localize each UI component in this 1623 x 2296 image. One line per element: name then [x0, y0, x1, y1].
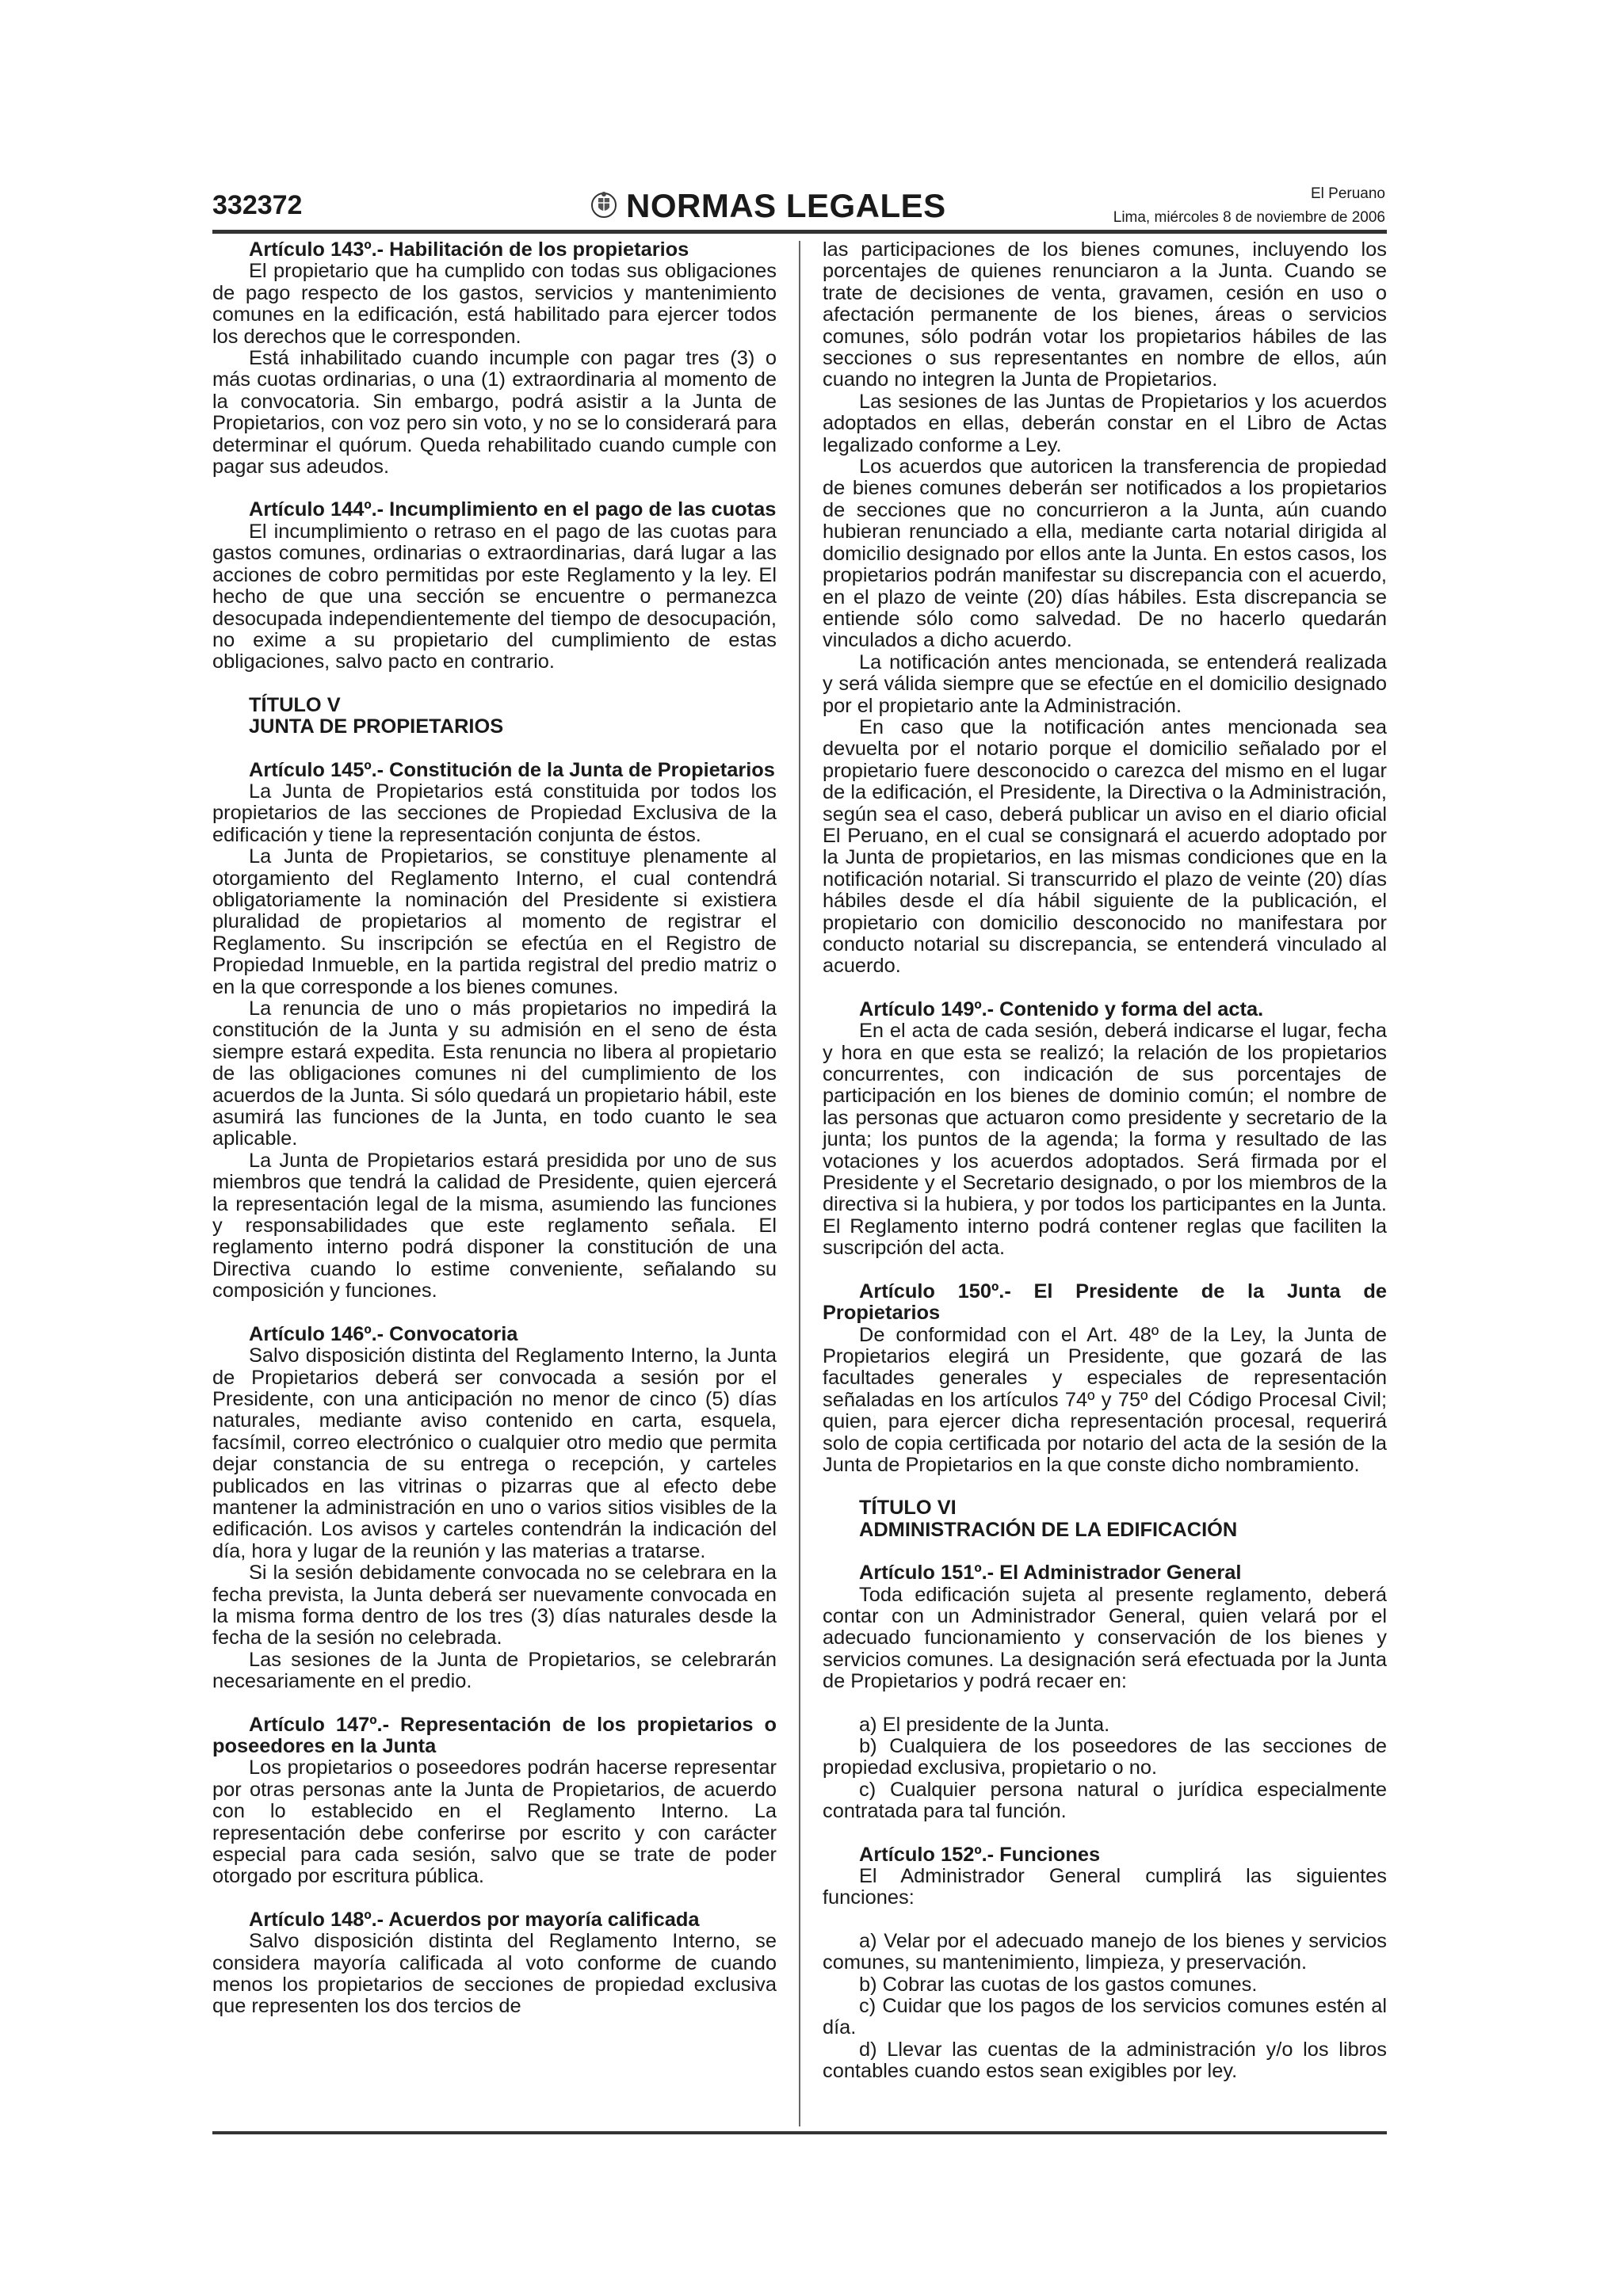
left-column	[212, 239, 777, 2018]
paragraph: Si la sesión debidamente convocada no se celebrara en la fecha prevista, la Junta deberá ser nuevamente convocada en la misma forma dentro de los tres (3) días naturales desde la fecha de la sesión no celebrada.	[212, 1562, 777, 1650]
list-item: b) Cualquiera de los poseedores de las secciones de propiedad exclusiva, propietario o no.	[823, 1735, 1387, 1779]
article-148-heading: Artículo 148º.- Acuerdos por mayoría calificada	[249, 1908, 700, 1931]
article-145-heading: Artículo 145º.- Constitución de la Junta de Propietarios	[249, 758, 775, 781]
paragraph: Salvo disposición distinta del Reglamento Interno, la Junta de Propietarios deberá ser convocada a sesión por el Presidente, con una anticipación no menor de cinco (5) días naturales, mediante aviso contenido en carta, esquela, facsímil, correo electrónico o cualquier otro medio que permita dejar constancia de su entrega o recepción, y carteles publicados en las vitrinas o pizarras que al efecto debe mantener la administración en uno o varios sitios visibles de la edificación. Los avisos y carteles contendrán la indicación del día, hora y lugar de la reunión y las materias a tratarse.	[212, 1344, 777, 1562]
right-column	[823, 239, 1387, 2083]
article-147-heading: Artículo 147º.- Representación de los propietarios o poseedores en la Junta	[212, 1713, 777, 1757]
paragraph: La Junta de Propietarios está constituida por todos los propietarios de las secciones de Propiedad Exclusiva de la edificación y tiene la representación conjunta de éstos.	[212, 780, 777, 846]
title-v-heading	[212, 695, 777, 738]
paragraph-continued: las participaciones de los bienes comunes, incluyendo los porcentajes de quienes renunciaron a la Junta. Cuando se trate de decisiones de venta, gravamen, cesión en uso o afectación permanente de los bienes, áreas o servicios comunes, sólo podrán votar los propietarios hábiles de las secciones o sus representantes en nombre de ellos, aún cuando no integren la Junta de Propietarios.	[823, 238, 1387, 391]
list-item: c) Cualquier persona natural o jurídica especialmente contratada para tal función.	[823, 1778, 1387, 1823]
list-item: c) Cuidar que los pagos de los servicios comunes estén al día.	[823, 1995, 1387, 2039]
paragraph: Está inhabilitado cuando incumple con pagar tres (3) o más cuotas ordinarias, o una (1) extraordinaria al momento de la convocatoria. Sin embargo, podrá asistir a la Junta de Propietarios, con voz pero sin voto, y no se lo considerará para determinar el quórum. Queda rehabilitado cuando cumple con pagar sus adeudos.	[212, 347, 777, 479]
title-v-name: JUNTA DE PROPIETARIOS	[249, 715, 504, 738]
publication-name: El Peruano	[1310, 185, 1385, 202]
header-rule	[212, 230, 1387, 234]
paragraph: El propietario que ha cumplido con todas sus obligaciones de pago respecto de los gastos, servicios y mantenimiento comunes en la edificación, está habilitado para ejercer todos los derechos que le corresponden.	[212, 260, 777, 348]
paragraph: Salvo disposición distinta del Reglamento Interno, se considera mayoría calificada al voto conforme de cuando menos los propietarios de secciones de propiedad exclusiva que representen los dos tercios de	[212, 1930, 777, 2018]
paragraph: El Administrador General cumplirá las siguientes funciones:	[823, 1865, 1387, 1909]
article-146-heading: Artículo 146º.- Convocatoria	[249, 1322, 518, 1345]
paragraph: Las sesiones de las Juntas de Propietarios y los acuerdos adoptados en ellas, deberán constar en el Libro de Actas legalizado conforme a Ley.	[823, 390, 1387, 456]
title-vi-name: ADMINISTRACIÓN DE LA EDIFICACIÓN	[859, 1518, 1238, 1541]
paragraph: En caso que la notificación antes mencionada sea devuelta por el notario porque el domicilio señalado por el propietario fuere desconocido o carezca del mismo en el lugar de la edificación, el Presidente, la Directiva o la Administración, según sea el caso, deberá publicar un aviso en el diario oficial El Peruano, en el cual se consignará el acuerdo adoptado por la Junta de propietarios, en las mismas condiciones que en la notificación notarial. Si transcurrido el plazo de veinte (20) días hábiles desde el día hábil siguiente de la publicación, el propietario con domicilio desconocido no manifestara por conducto notarial su discrepancia, se entenderá vinculado al acuerdo.	[823, 715, 1387, 978]
list-item: d) Llevar las cuentas de la administración y/o los libros contables cuando estos sean exigibles por ley.	[823, 2038, 1387, 2083]
footer-rule	[212, 2131, 1387, 2134]
list-item: b) Cobrar las cuotas de los gastos comunes.	[859, 1973, 1258, 1996]
article-149-heading: Artículo 149º.- Contenido y forma del acta.	[859, 997, 1264, 1020]
paragraph: Los acuerdos que autoricen la transferencia de propiedad de bienes comunes deberán ser notificados a los propietarios de secciones que no concurrieron a la Junta, aún cuando hubieran renunciado a ella, mediante carta notarial dirigida al domicilio designado por ellos ante la Junta. En estos casos, los propietarios podrán manifestar su discrepancia con el acuerdo, en el plazo de veinte (20) días hábiles. Esta discrepancia se entiende sólo como salvedad. De no hacerlo quedarán vinculados a dicho acuerdo.	[823, 456, 1387, 652]
article-150-heading: Artículo 150º.- El Presidente de la Junta de Propietarios	[823, 1280, 1387, 1325]
list-item: a) El presidente de la Junta.	[859, 1713, 1110, 1736]
publication-section-title: NORMAS LEGALES	[626, 187, 946, 224]
article-143-heading: Artículo 143º.- Habilitación de los propietarios	[249, 238, 689, 261]
paragraph: En el acta de cada sesión, deberá indicarse el lugar, fecha y hora en que esta se realizó; la relación de los propietarios concurrentes, con indicación de sus porcentajes de participación en los bienes de dominio común; el nombre de las personas que actuaron como presidente y secretario de la junta; los puntos de la agenda; la forma y resultado de las votaciones y los acuerdos adoptados. Será firmada por el Presidente y el Secretario designado, o por los miembros de la directiva si la hubiera, y por todos los participantes en la Junta. El Reglamento interno podrá contener reglas que faciliten la suscripción del acta.	[823, 1020, 1387, 1260]
article-152-heading: Artículo 152º.- Funciones	[859, 1843, 1101, 1866]
paragraph: La renuncia de uno o más propietarios no impedirá la constitución de la Junta y su admisión en el seno de ésta siempre estará expedita. Esta renuncia no libera al propietario de las obligaciones comunes ni del cumplimiento de los acuerdos de la Junta. Si sólo quedará un propietario hábil, este asumirá las funciones de la Junta, en todo cuanto le sea aplicable.	[212, 997, 777, 1150]
coat-of-arms-icon	[590, 190, 617, 219]
article-144-heading: Artículo 144º.- Incumplimiento en el pago de las cuotas	[249, 498, 777, 521]
title-vi-heading	[823, 1497, 1387, 1541]
title-vi-number: TÍTULO VI	[859, 1497, 957, 1520]
title-v-number: TÍTULO V	[249, 693, 341, 716]
paragraph: La Junta de Propietarios, se constituye plenamente al otorgamiento del Reglamento Interno, el cual contendrá obligatoriamente la nominación del Presidente si existiera pluralidad de propietarios al momento de registrar el Reglamento. Su inscripción se efectúa en el Registro de Propiedad Inmueble, en la partida registral del predio matriz o en la que corresponde a los bienes comunes.	[212, 845, 777, 998]
paragraph: La notificación antes mencionada, se entenderá realizada y será válida siempre que se efectúe en el domicilio designado por el propietario ante la Administración.	[823, 650, 1387, 717]
paragraph: La Junta de Propietarios estará presidida por uno de sus miembros que tendrá la calidad de Presidente, quien ejercerá la representación legal de la misma, asumiendo las funciones y responsabilidades que este reglamento señala. El reglamento interno podrá disponer la constitución de una Directiva cuando lo estime conveniente, señalando su composición y funciones.	[212, 1149, 777, 1302]
column-separator	[799, 241, 800, 2126]
paragraph: Toda edificación sujeta al presente reglamento, deberá contar con un Administrador General, quien velará por el adecuado funcionamiento y conservación de los bienes y servicios comunes. La designación será efectuada por la Junta de Propietarios y podrá recaer en:	[823, 1583, 1387, 1693]
article-151-heading: Artículo 151º.- El Administrador General	[859, 1562, 1242, 1585]
publication-date: Lima, miércoles 8 de noviembre de 2006	[1113, 209, 1385, 226]
page-number: 332372	[212, 190, 303, 220]
list-item: a) Velar por el adecuado manejo de los bienes y servicios comunes, su mantenimiento, limpieza, y preservación.	[823, 1929, 1387, 1974]
paragraph: El incumplimiento o retraso en el pago de las cuotas para gastos comunes, ordinarias o extraordinarias, dará lugar a las acciones de cobro permitidas por este Reglamento y la ley. El hecho de que una sección se encuentre o permanezca desocupada independientemente del tiempo de desocupación, no exime a su propietario del cumplimiento de estas obligaciones, salvo pacto en contrario.	[212, 520, 777, 673]
paragraph: De conformidad con el Art. 48º de la Ley, la Junta de Propietarios elegirá un Presidente, que gozará de las facultades generales y especiales de representación señaladas en los artículos 74º y 75º del Código Procesal Civil; quien, para ejercer dicha representación procesal, requerirá solo de copia certificada por notario del acta de la sesión de la Junta de Propietarios en la que conste dicho nombramiento.	[823, 1323, 1387, 1476]
paragraph: Los propietarios o poseedores podrán hacerse representar por otras personas ante la Junta de Propietarios, de acuerdo con lo establecido en el Reglamento Interno. La representación debe conferirse por escrito y con carácter especial para cada sesión, salvo que se trate de poder otorgado por escritura pública.	[212, 1756, 777, 1888]
paragraph: Las sesiones de la Junta de Propietarios, se celebrarán necesariamente en el predio.	[212, 1648, 777, 1693]
